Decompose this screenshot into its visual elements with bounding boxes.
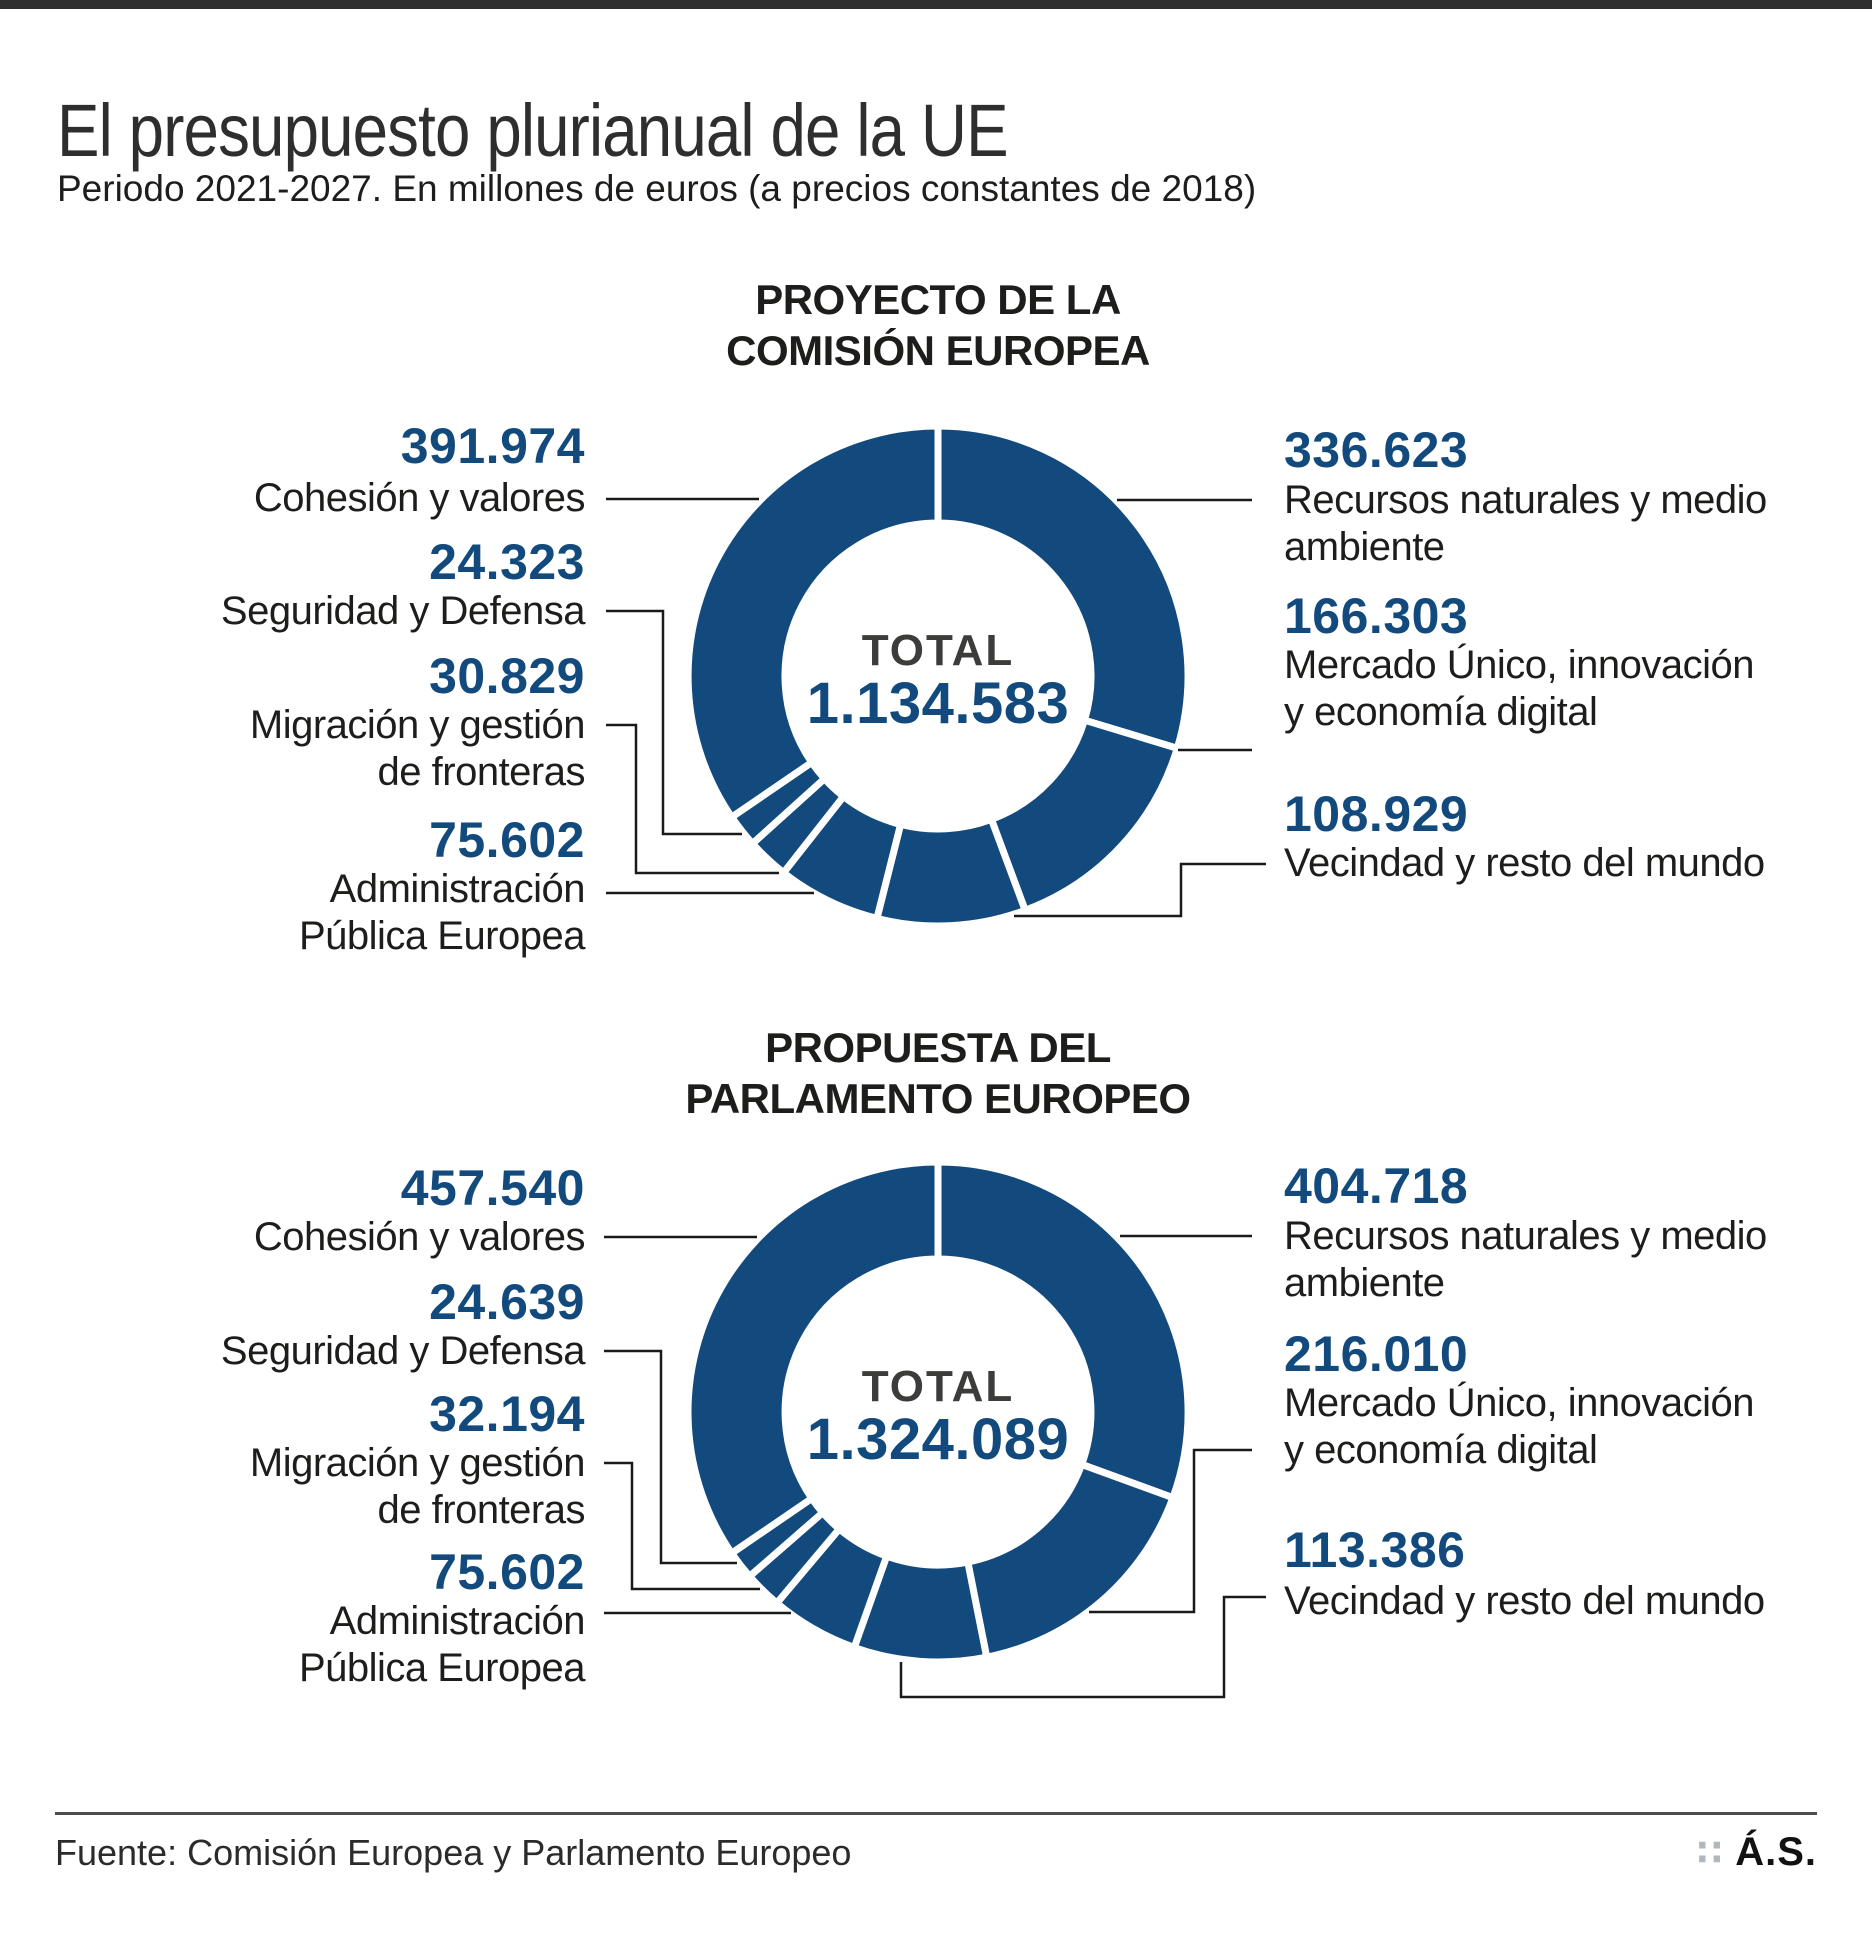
value-seguridad-parlamento: 24.639 [429,1274,585,1330]
chart-title-parlamento-line2: PARLAMENTO EUROPEO [685,1075,1191,1122]
brand-dots-icon: ∷ [1697,1832,1725,1873]
value-recursos-comision: 336.623 [1284,422,1469,478]
page-subtitle: Periodo 2021-2027. En millones de euros (a precios constantes de 2018) [57,168,1257,209]
value-administracion-comision: 75.602 [429,812,585,868]
label-mercado-parlamento: Mercado Único, innovación y economía digital [1284,1381,1754,1472]
chart-title-parlamento-line1: PROPUESTA DEL [765,1024,1111,1071]
label-administracion-parlamento: Administración Pública Europea [298,1599,585,1690]
value-migracion-parlamento: 32.194 [429,1386,585,1442]
total-label-comision: TOTAL [861,626,1015,675]
value-migracion-comision: 30.829 [429,648,585,704]
value-recursos-parlamento: 404.718 [1284,1158,1469,1214]
label-administracion-comision: Administración Pública Europea [298,867,585,958]
slice-cohesion-1 [688,426,938,817]
value-seguridad-comision: 24.323 [429,534,585,590]
value-cohesion-comision: 391.974 [400,418,585,474]
page-title: El presupuesto plurianual de la UE [57,88,1008,172]
brand-name: Á.S. [1735,1830,1817,1874]
source-text: Fuente: Comisión Europea y Parlamento Europeo [55,1832,852,1873]
label-recursos-comision: Recursos naturales y medio ambiente [1284,478,1767,569]
footer-divider [55,1812,1817,1815]
brand-logo [1697,1830,1817,1875]
chart-title-comision-line1: PROYECTO DE LA [755,276,1121,323]
slice-mercado-1 [991,720,1177,910]
chart-title-parlamento [538,1022,1338,1124]
value-administracion-parlamento: 75.602 [429,1544,585,1600]
label-migracion-parlamento: Migración y gestión de fronteras [249,1441,585,1532]
value-cohesion-parlamento: 457.540 [400,1160,585,1216]
slice-mercado-2 [968,1464,1173,1657]
label-migracion-comision: Migración y gestión de fronteras [249,703,585,794]
chart-title-comision-line2: COMISIÓN EUROPEA [726,327,1150,374]
total-value-comision: 1.134.583 [806,671,1070,736]
label-vecindad-comision: Vecindad y resto del mundo [1284,841,1765,885]
label-cohesion-parlamento: Cohesión y valores [253,1215,585,1259]
total-value-parlamento: 1.324.089 [806,1407,1070,1472]
value-mercado-parlamento: 216.010 [1284,1326,1469,1382]
slice-cohesion-2 [688,1162,938,1553]
label-seguridad-comision: Seguridad y Defensa [220,589,585,633]
label-vecindad-parlamento: Vecindad y resto del mundo [1284,1579,1765,1623]
chart-title-comision [538,274,1338,376]
value-mercado-comision: 166.303 [1284,588,1469,644]
label-seguridad-parlamento: Seguridad y Defensa [220,1329,585,1373]
total-label-parlamento: TOTAL [861,1362,1015,1411]
label-cohesion-comision: Cohesión y valores [253,476,585,520]
value-vecindad-comision: 108.929 [1284,786,1469,842]
label-recursos-parlamento: Recursos naturales y medio ambiente [1284,1214,1767,1305]
value-vecindad-parlamento: 113.386 [1284,1522,1466,1578]
label-mercado-comision: Mercado Único, innovación y economía digital [1284,643,1754,734]
